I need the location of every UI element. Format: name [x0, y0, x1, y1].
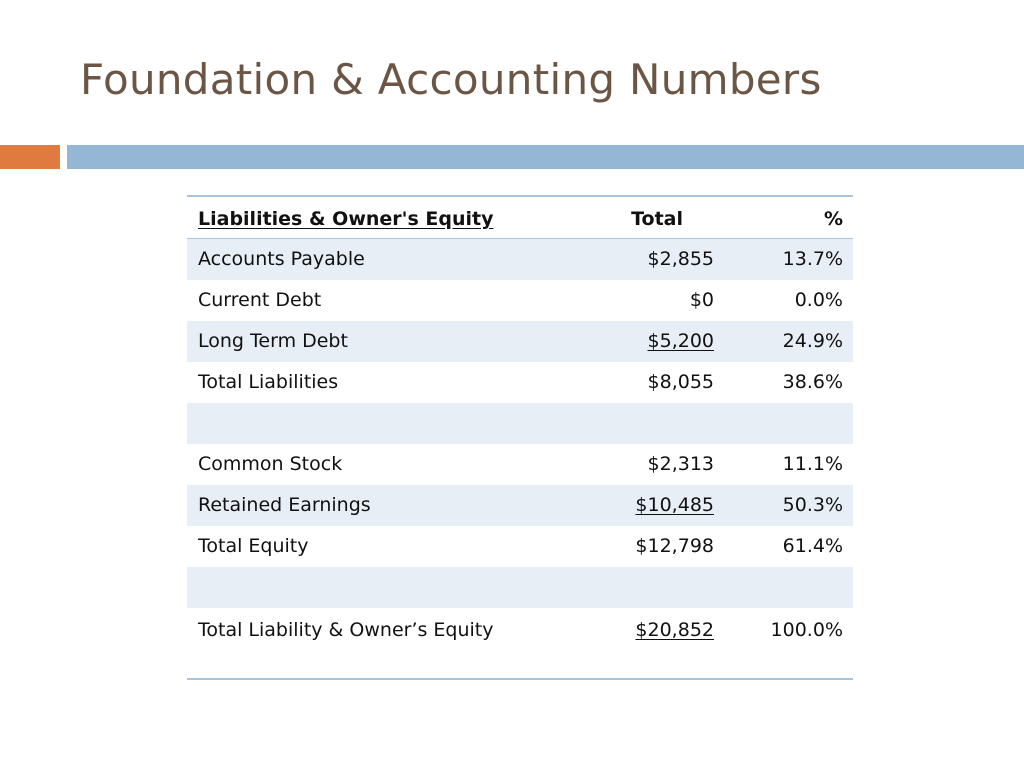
row-pct: 11.1% — [782, 453, 843, 475]
row-label: Accounts Payable — [198, 248, 365, 270]
row-total: $20,852 — [635, 619, 714, 641]
row-label: Long Term Debt — [198, 330, 348, 352]
row-label: Total Liabilities — [198, 371, 339, 393]
table-row-spacer — [187, 403, 853, 444]
row-pct: 50.3% — [782, 494, 843, 516]
table-row — [187, 280, 853, 321]
slide-title: Foundation & Accounting Numbers — [80, 55, 822, 104]
row-total: $2,855 — [647, 248, 714, 270]
row-total: $12,798 — [635, 535, 714, 557]
row-label: Current Debt — [198, 289, 322, 311]
row-total: $2,313 — [647, 453, 714, 475]
row-pct: 38.6% — [782, 371, 843, 393]
table-row — [187, 485, 853, 526]
row-pct: 0.0% — [794, 289, 843, 311]
table-row — [187, 239, 853, 280]
row-total: $10,485 — [635, 494, 714, 516]
table-row — [187, 526, 853, 567]
row-label: Total Liability & Owner’s Equity — [198, 619, 494, 641]
table-header-row — [187, 197, 853, 239]
row-total: $8,055 — [647, 371, 714, 393]
row-pct: 61.4% — [782, 535, 843, 557]
balance-sheet-table — [187, 195, 853, 680]
table-row — [187, 321, 853, 362]
row-label: Common Stock — [198, 453, 343, 475]
header-total: Total — [631, 208, 683, 230]
accent-bar — [0, 145, 60, 169]
table-row-grand-total — [187, 608, 853, 678]
row-pct: 100.0% — [770, 619, 843, 641]
header-label: Liabilities & Owner's Equity — [198, 208, 494, 230]
table-row-spacer — [187, 567, 853, 608]
row-pct: 24.9% — [782, 330, 843, 352]
row-label: Total Equity — [198, 535, 309, 557]
row-total: $0 — [689, 289, 714, 311]
row-pct: 13.7% — [782, 248, 843, 270]
row-label: Retained Earnings — [198, 494, 371, 516]
row-total: $5,200 — [647, 330, 714, 352]
table-row — [187, 362, 853, 403]
title-rule-bar — [67, 145, 1024, 169]
table-row — [187, 444, 853, 485]
header-pct: % — [823, 208, 843, 230]
